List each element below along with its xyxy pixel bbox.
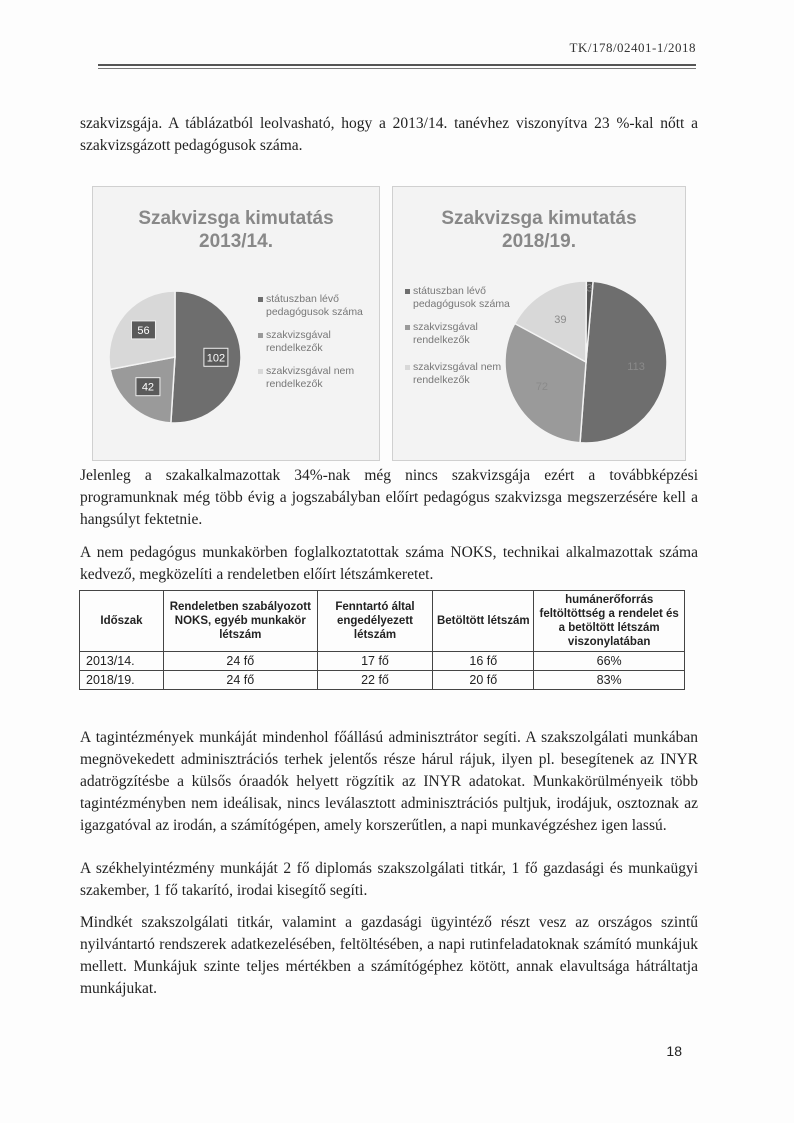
legend-swatch [258,333,263,338]
data-label: 72 [535,381,549,394]
chart-2018-19 [392,186,686,461]
legend-item [258,293,368,319]
data-label [204,348,228,366]
legend-label: szakvizsgával rendelkezők [266,329,331,354]
legend-label: státuszban lévő pedagógusok száma [413,285,510,310]
data-label-text: 102 [206,352,226,365]
paragraph-noks: A nem pedagógus munkakörben foglalkoztatottak száma NOKS, technikai alkalmazottak száma kedvező, megközelíti a rendeletben előírt létszámkeretet. [80,544,698,583]
data-label: 113 [627,361,645,374]
table-row [80,671,685,690]
data-label [136,378,160,396]
legend-swatch [405,289,410,294]
pie-chart-2018-19 [501,277,671,447]
table-cell: 66% [534,652,685,671]
header-rule-secondary [98,68,696,69]
legend-swatch [405,365,410,370]
table-cell: 22 fő [317,671,433,690]
data-label: 3 [586,282,593,295]
table-cell: 2018/19. [80,671,164,690]
paragraph-secretaries: Mindkét szakszolgálati titkár, valamint a gazdasági ügyintéző részt vesz az országos szintű nyilvántartó rendszerek adatkezelésében, feltöltésében, a napi rutinfeladatoknak számító munkájuk mellett. Munkájuk szinte teljes mértékben a számítógéphez kötött, annak elavultsága hátráltatja munkájukat. [80,914,698,997]
table-cell: 24 fő [163,671,317,690]
table-cell: 20 fő [433,671,534,690]
data-label: 39 [554,313,567,326]
chart-legend [405,285,515,397]
table-cell: 83% [534,671,685,690]
paragraph-training: Jelenleg a szakalkalmazottak 34%-nak még nincs szakvizsgája ezért a továbbképzési programunknak még több évig a jogszabályban előírt pedagógus szakvizsga megszerzésére kell a hangsúlyt fektetnie. [80,467,698,528]
chart-title-line2: 2018/19. [502,231,576,252]
pie-slice [580,281,667,443]
legend-label: szakvizsgával nem rendelkezők [266,365,355,390]
staffing-table [79,590,685,690]
legend-item [405,285,515,311]
table-cell: 2013/14. [80,652,164,671]
legend-label: szakvizsgával rendelkezők [413,321,478,346]
legend-item [405,361,515,387]
legend-swatch [258,297,263,302]
header-rule [98,64,696,66]
legend-item [258,365,368,391]
paragraph-intro: szakvizsgája. A táblázatból leolvasható, hogy a 2013/14. tanévhez viszonyítva 23 %-kal nőtt a szakvizsgázott pedagógusok száma. [80,115,698,154]
column-header: Rendeletben szabályozott NOKS, egyéb munkakör létszám [163,591,317,652]
pie-chart-2013-14 [105,287,245,427]
legend-label: státuszban lévő pedagógusok száma [266,293,363,318]
column-header: humánerőforrás feltöltöttség a rendelet és a betöltött létszám viszonylatában [534,591,685,652]
column-header: Betöltött létszám [433,591,534,652]
table-row [80,652,685,671]
data-label [131,321,155,339]
chart-title-line1: Szakvizsga kimutatás [441,208,637,229]
table-cell: 17 fő [317,652,433,671]
legend-label: szakvizsgával nem rendelkezők [413,361,502,386]
document-code: TK/178/02401-1/2018 [569,40,696,55]
chart-title-line1: Szakvizsga kimutatás [138,208,334,229]
paragraph-administrators: A tagintézmények munkáját mindenhol főállású adminisztrátor segíti. A szakszolgálati munkában megnövekedett adminisztrációs terhek jelentős része hárul rájuk, ilyen pl. besegítenek az INYR adatrögzítésbe a külsős óraadók helyett rögzítik az INYR adatokat. Munkakörülményeik több tagintézményben nem ideálisak, nincs leválasztott adminisztrációs pultjuk, irodájuk, osztoznak az igazgatóval az irodán, a számítógépen, amely korszerűtlen, a napi munkavégzéshez igen lassú. [80,729,698,834]
column-header: Időszak [80,591,164,652]
chart-title [93,207,379,253]
column-header: Fenntartó által engedélyezett létszám [317,591,433,652]
legend-swatch [258,369,263,374]
legend-item [258,329,368,355]
chart-2013-14 [92,186,380,461]
paragraph-headquarters: A székhelyintézmény munkáját 2 fő diplomás szakszolgálati titkár, 1 fő gazdasági és munkaügyi szakember, 1 fő takarító, irodai kisegítő segíti. [80,860,698,899]
data-label-text: 42 [141,381,155,394]
chart-legend [258,293,368,401]
chart-title [393,207,685,253]
table-header-row [80,591,685,652]
legend-item [405,321,515,347]
legend-swatch [405,325,410,330]
page-number: 18 [666,1043,682,1059]
table-cell: 16 fő [433,652,534,671]
chart-title-line2: 2013/14. [199,231,273,252]
table-cell: 24 fő [163,652,317,671]
data-label-text: 56 [137,324,150,337]
